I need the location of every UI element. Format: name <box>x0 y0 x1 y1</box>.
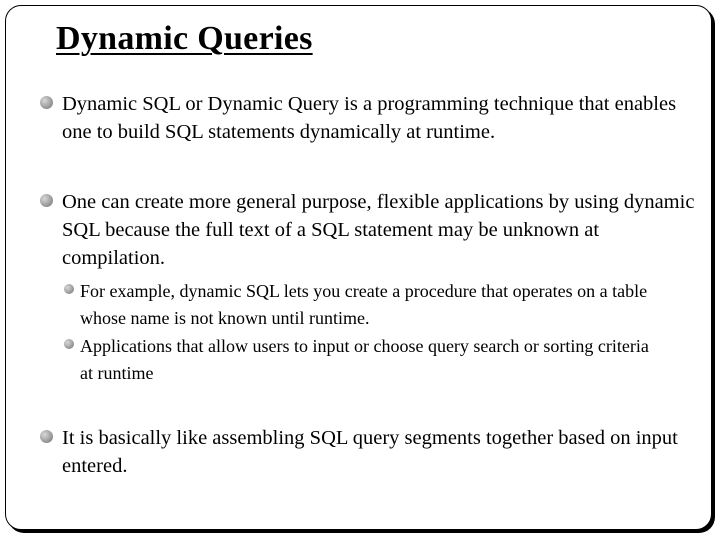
sub-bullet-dot-icon <box>64 284 74 294</box>
slide-title: Dynamic Queries <box>56 20 313 57</box>
bullet-3 <box>40 424 705 480</box>
bullet-3-text: It is basically like assembling SQL query segments together based on input entered. <box>62 427 678 477</box>
bullet-dot-icon <box>40 96 53 109</box>
sub-bullet-dot-icon <box>64 339 74 349</box>
bullet-2-text: One can create more general purpose, flexible applications by using dynamic SQL because the full text of a SQL statement may be unknown at compilation. <box>62 191 695 269</box>
bullet-dot-icon <box>40 194 53 207</box>
bullet-2 <box>40 188 700 272</box>
sub-bullet-2-text: Applications that allow users to input or choose query search or sorting criteria at runtime <box>80 336 649 383</box>
bullet-1-text: Dynamic SQL or Dynamic Query is a programming technique that enables one to build SQL statements dynamically at runtime. <box>62 93 677 143</box>
bullet-1 <box>40 90 690 146</box>
bullet-dot-icon <box>40 430 53 443</box>
sub-bullet-2 <box>64 333 664 387</box>
sub-bullet-1 <box>64 278 694 332</box>
sub-bullet-1-text: For example, dynamic SQL lets you create a procedure that operates on a table whose name is not known until runtime. <box>80 281 648 328</box>
